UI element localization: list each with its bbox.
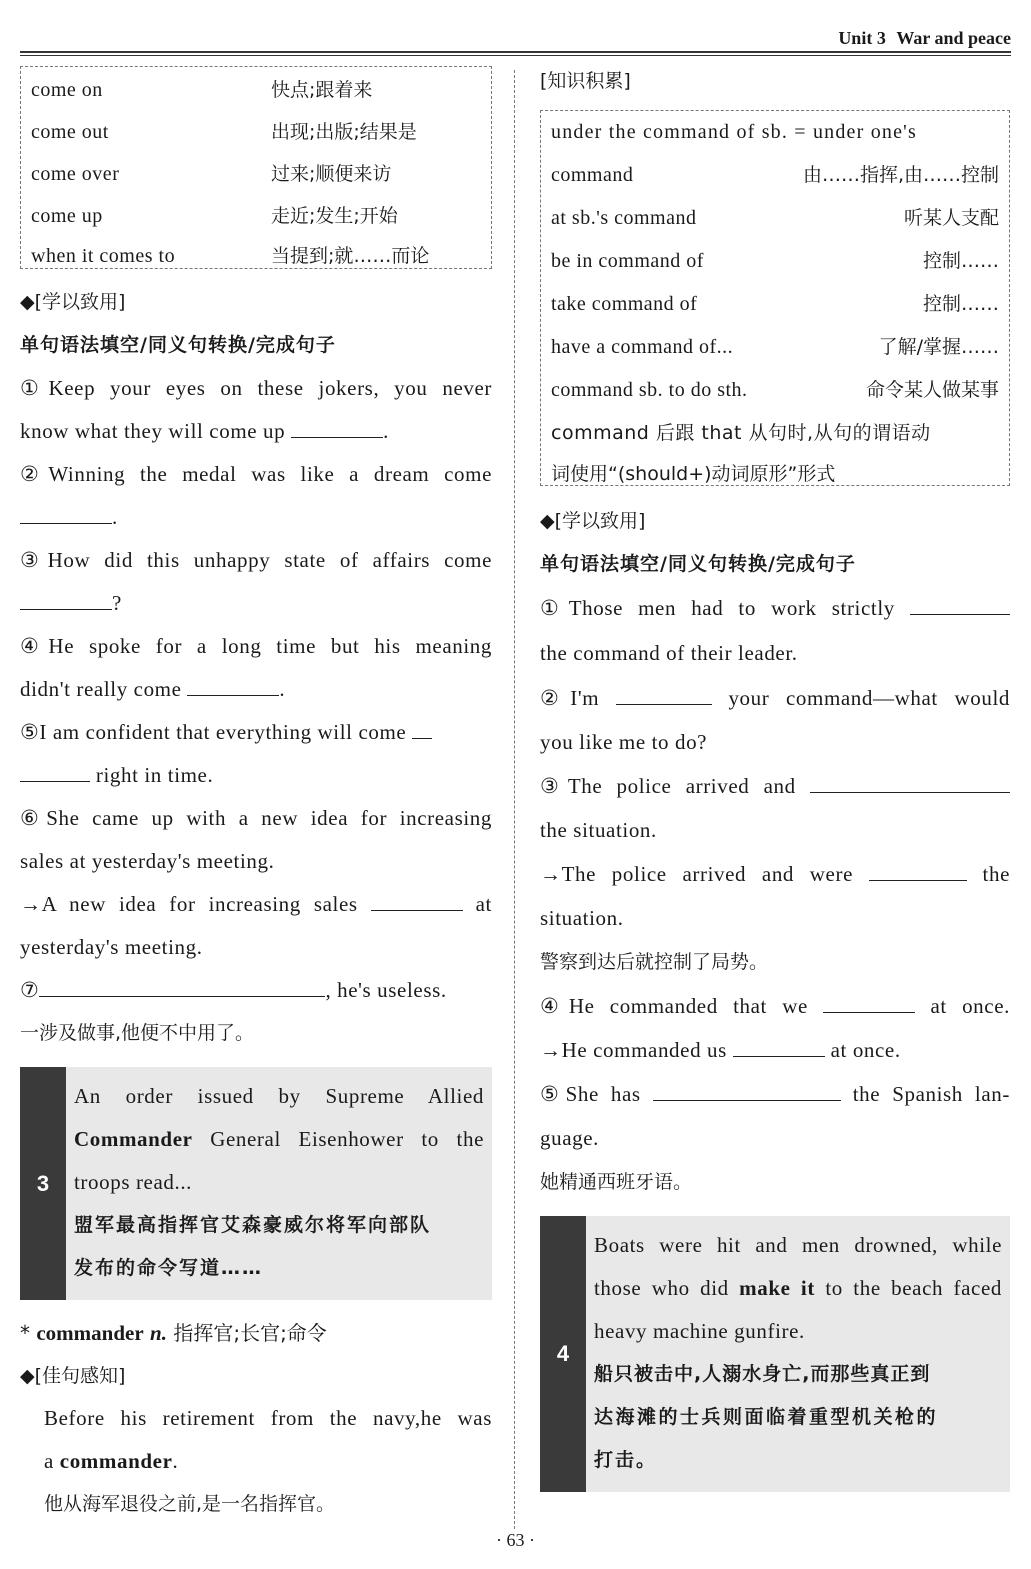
knowledge-heading: [知识积累]	[540, 70, 631, 92]
header-rule-thin	[20, 55, 1011, 56]
phrase-row	[31, 237, 481, 275]
phrase-row	[31, 153, 481, 195]
kb-cn: 控制……	[922, 250, 999, 272]
note-en-line2	[594, 1267, 1002, 1310]
vocab-pos: n.	[150, 1321, 167, 1345]
exercise-r4-line1	[540, 984, 1010, 1028]
exercise-text: ④He commanded that we	[540, 994, 808, 1018]
kb-row	[551, 197, 999, 240]
sentence-line2	[20, 1440, 492, 1483]
note-cn-line1: 船只被击中,人溺水身亡,而那些真正到	[594, 1363, 931, 1385]
exercise-text: →He commanded us	[540, 1038, 727, 1062]
exercise-r5-line2: guage.	[540, 1126, 599, 1150]
note-number: 4	[540, 1216, 586, 1492]
kb-en: command	[551, 164, 634, 186]
page-number: · 63 ·	[496, 1530, 535, 1550]
kb-cn: 命令某人做某事	[865, 379, 999, 401]
exercise-r5-line1	[540, 1072, 1010, 1116]
phrase-row	[31, 195, 481, 237]
star-mark: *	[20, 1321, 30, 1345]
exercise-text: ⑦	[20, 978, 40, 1002]
vocab-entry	[20, 1312, 492, 1355]
note-text: General Eisenhower to the	[192, 1127, 484, 1151]
exercise-text: know what they will come up	[20, 419, 286, 443]
answer-blank[interactable]	[20, 761, 90, 782]
answer-blank[interactable]	[39, 976, 325, 997]
unit-title: War and peace	[896, 28, 1011, 48]
exercise-text: →A new idea for increasing sales	[20, 892, 358, 916]
exercise-4-line1: ④He spoke for a long time but his meaning	[20, 634, 492, 658]
exercise-r3-line3	[540, 852, 1010, 896]
exercise-text: at	[475, 892, 492, 916]
note-body	[586, 1216, 1010, 1492]
note-cn-line2: 达海滩的士兵则面临着重型机关枪的	[594, 1406, 939, 1428]
bold-word: make it	[739, 1276, 815, 1300]
practice-heading: ◆[学以致用]	[20, 291, 126, 313]
phrase-en: when it comes to	[31, 245, 176, 267]
practice-heading: ◆[学以致用]	[540, 510, 646, 532]
kb-cn: 了解/掌握……	[878, 336, 999, 358]
answer-blank[interactable]	[371, 890, 463, 911]
answer-blank[interactable]	[869, 860, 967, 881]
exercise-6-line3	[20, 883, 492, 926]
exercise-r4-line2	[540, 1028, 1010, 1072]
exercise-text: ③The police arrived and	[540, 774, 796, 798]
note-number: 3	[20, 1067, 66, 1300]
exercise-text: your command—what would	[728, 686, 1010, 710]
left-column	[20, 66, 492, 1526]
practice-title: 单句语法填空/同义句转换/完成句子	[540, 553, 856, 575]
exercise-r3-line4: situation.	[540, 906, 624, 930]
answer-blank[interactable]	[653, 1080, 841, 1101]
exercise-6-line1: ⑥She came up with a new idea for increasing	[20, 806, 492, 830]
kb-cn: 听某人支配	[903, 207, 999, 229]
note-box-4	[540, 1216, 1010, 1492]
kb-cn: 控制……	[922, 293, 999, 315]
kb-en: take command of	[551, 293, 698, 315]
answer-blank[interactable]	[291, 417, 383, 438]
sentence-translation: 他从海军退役之前,是一名指挥官。	[44, 1493, 336, 1515]
kb-en: have a command of...	[551, 336, 734, 358]
exercise-5-line2	[20, 754, 492, 797]
exercise-r2-line2: you like me to do?	[540, 730, 708, 754]
answer-blank[interactable]	[910, 594, 1010, 615]
answer-blank[interactable]	[187, 675, 279, 696]
kb-note-line2: 词使用“(should+)动词原形”形式	[551, 463, 836, 485]
answer-blank[interactable]	[823, 992, 915, 1013]
phrase-table	[20, 66, 492, 269]
phrase-en: come on	[31, 79, 103, 101]
sentence-text: .	[172, 1449, 179, 1473]
exercise-text: the Spanish lan-	[852, 1082, 1010, 1106]
exercise-r5-translation: 她精通西班牙语。	[540, 1171, 693, 1193]
kb-en: at sb.'s command	[551, 207, 697, 229]
note-en-line1: Boats were hit and men drowned, while	[594, 1233, 1002, 1257]
exercise-4-line2: didn't really come .	[20, 677, 286, 701]
answer-blank[interactable]	[412, 718, 432, 739]
answer-blank[interactable]	[20, 589, 112, 610]
exercise-r3-line2: the situation.	[540, 818, 657, 842]
kb-row	[551, 283, 999, 326]
phrase-cn: 当提到;就……而论	[271, 245, 430, 267]
exercise-2-line2: .	[20, 496, 492, 539]
bold-word: Commander	[74, 1127, 193, 1151]
exercise-r3-line1	[540, 764, 1010, 808]
phrase-cn: 快点;跟着来	[271, 79, 373, 101]
bold-word: commander	[59, 1449, 173, 1473]
note-cn-line3: 打击。	[594, 1449, 658, 1471]
answer-blank[interactable]	[20, 503, 112, 524]
exercise-text: right in time.	[95, 763, 214, 787]
exercise-6-line2: sales at yesterday's meeting.	[20, 849, 275, 873]
note-en-line3: heavy machine gunfire.	[594, 1319, 805, 1343]
exercise-1-line1: ①Keep your eyes on these jokers, you never	[20, 376, 492, 400]
exercise-7-line1	[20, 969, 492, 1012]
exercise-3-line2: ?	[20, 582, 492, 625]
exercise-5-line1	[20, 711, 492, 754]
note-en-line3: troops read...	[74, 1170, 193, 1194]
kb-cn: 由……指挥,由……控制	[802, 164, 999, 186]
note-body	[66, 1067, 492, 1300]
note-cn-line2: 发布的命令写道……	[74, 1257, 264, 1279]
kb-en: under the command of sb. = under one's	[551, 121, 917, 143]
right-column	[540, 66, 1010, 1492]
exercise-r3-translation: 警察到达后就控制了局势。	[540, 951, 769, 973]
phrase-cn: 走近;发生;开始	[271, 205, 398, 227]
kb-note-line1: command 后跟 that 从句时,从句的谓语动	[551, 422, 931, 444]
header-rule	[20, 51, 1011, 53]
phrase-en: come up	[31, 205, 103, 227]
exercise-text: →The police arrived and were	[540, 862, 853, 886]
phrase-cn: 出现;出版;结果是	[271, 121, 417, 143]
exercise-2-line1: ②Winning the medal was like a dream come	[20, 462, 492, 486]
kb-en: be in command of	[551, 250, 704, 272]
sentence-heading: ◆[佳句感知]	[20, 1365, 126, 1387]
note-en-line2	[74, 1118, 484, 1161]
exercise-text: ⑤I am confident that everything will come	[20, 720, 407, 744]
exercise-text: ②I'm	[540, 686, 600, 710]
phrase-row	[31, 69, 481, 111]
note-text: to the beach faced	[814, 1276, 1002, 1300]
kb-row	[551, 154, 999, 197]
unit-label: Unit 3	[838, 28, 886, 48]
exercise-6-line4: yesterday's meeting.	[20, 935, 203, 959]
exercise-text: ⑤She has	[540, 1082, 641, 1106]
answer-blank[interactable]	[733, 1036, 825, 1057]
note-en-line1: An order issued by Supreme Allied	[74, 1084, 484, 1108]
kb-row	[551, 326, 999, 369]
kb-row	[551, 111, 999, 154]
kb-en: command sb. to do sth.	[551, 379, 748, 401]
column-divider	[514, 70, 515, 1529]
answer-blank[interactable]	[810, 772, 1010, 793]
exercise-text: at once.	[930, 994, 1010, 1018]
exercise-r2-line1	[540, 676, 1010, 720]
page-header	[20, 28, 1011, 50]
answer-blank[interactable]	[616, 684, 712, 705]
phrase-en: come over	[31, 163, 120, 185]
note-cn-line1: 盟军最高指挥官艾森豪威尔将军向部队	[74, 1214, 432, 1236]
vocab-meaning: 指挥官;长官;命令	[173, 1321, 327, 1345]
practice-title: 单句语法填空/同义句转换/完成句子	[20, 334, 336, 356]
kb-row	[551, 240, 999, 283]
kb-row	[551, 369, 999, 412]
exercise-1-line2: know what they will come up .	[20, 419, 389, 443]
exercise-text: ①Those men had to work strictly	[540, 596, 895, 620]
phrase-cn: 过来;顺便来访	[271, 163, 392, 185]
sentence-line1: Before his retirement from the navy,he was	[44, 1406, 492, 1430]
exercise-3-line1: ③How did this unhappy state of affairs come	[20, 548, 492, 572]
note-text: those who did	[594, 1276, 740, 1300]
exercise-text: the	[982, 862, 1010, 886]
exercise-r1-line2: the command of their leader.	[540, 641, 798, 665]
vocab-word: commander	[36, 1321, 144, 1345]
note-box-3	[20, 1067, 492, 1300]
exercise-text: at once.	[830, 1038, 901, 1062]
knowledge-box	[540, 110, 1010, 486]
sentence-text: a	[44, 1449, 60, 1473]
exercise-r1-line1	[540, 586, 1010, 631]
exercise-7-translation: 一涉及做事,他便不中用了。	[20, 1022, 255, 1044]
phrase-row	[31, 111, 481, 153]
phrase-en: come out	[31, 121, 109, 143]
exercise-text: , he's useless.	[325, 978, 447, 1002]
exercise-text: didn't really come	[20, 677, 182, 701]
